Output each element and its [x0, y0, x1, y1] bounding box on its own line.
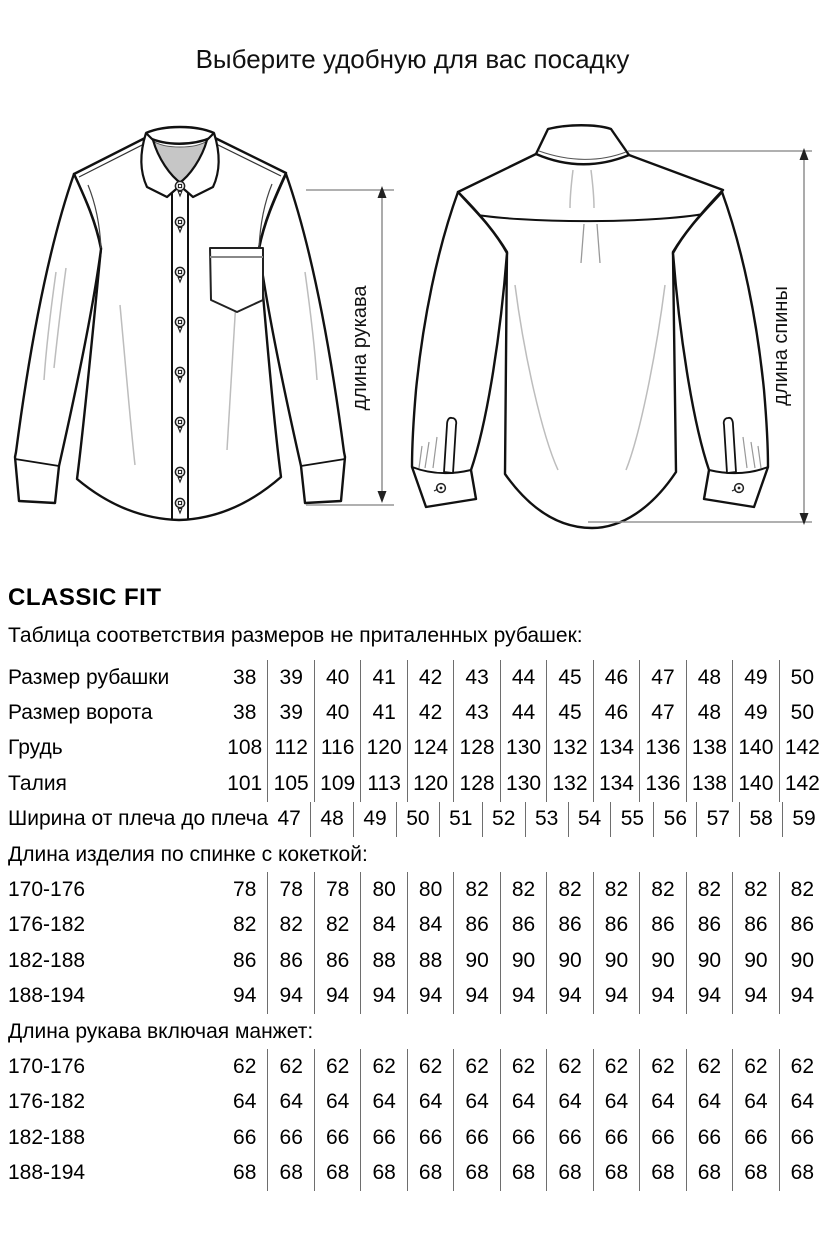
- table-cell: 86: [686, 908, 732, 943]
- table-cell: 90: [453, 943, 499, 978]
- table-cell: 68: [546, 1155, 592, 1190]
- table-cell: 101: [227, 771, 263, 795]
- table-cell: 57: [696, 802, 739, 837]
- row-label: 176-182: [8, 1090, 86, 1114]
- table-cell: 53: [525, 802, 568, 837]
- table-cell: 58: [739, 802, 782, 837]
- table-cell: 68: [779, 1155, 825, 1190]
- table-row: [0, 908, 825, 943]
- table-cell: 90: [686, 943, 732, 978]
- table-subtitle: Таблица соответствия размеров не приталенных рубашек:: [8, 624, 583, 647]
- table-cell: 86: [233, 948, 257, 972]
- table-cell: 68: [732, 1155, 778, 1190]
- table-cell: 47: [639, 695, 685, 730]
- table-cell: 64: [593, 1085, 639, 1120]
- table-cell: 116: [314, 731, 360, 766]
- table-cell: 41: [360, 695, 406, 730]
- table-cell: 46: [593, 660, 639, 695]
- group-heading-label: Длина рукава включая манжет:: [8, 1019, 314, 1043]
- table-cell: 62: [233, 1054, 257, 1078]
- table-cell: 94: [314, 979, 360, 1014]
- arrow-up-icon: [378, 186, 387, 198]
- table-cell: 62: [360, 1049, 406, 1084]
- row-label: Размер рубашки: [8, 665, 170, 689]
- table-row: [0, 872, 825, 907]
- table-row: [0, 802, 825, 837]
- collar-band-top: [146, 127, 214, 133]
- table-cell: 49: [732, 660, 778, 695]
- table-cell: 68: [453, 1155, 499, 1190]
- table-cell: 66: [453, 1120, 499, 1155]
- table-cell: 140: [732, 766, 778, 801]
- table-cell: 47: [639, 660, 685, 695]
- row-label: Талия: [8, 771, 67, 795]
- page-title: Выберите удобную для вас посадку: [195, 44, 630, 74]
- table-cell: 90: [639, 943, 685, 978]
- table-cell: 64: [314, 1085, 360, 1120]
- table-row: [0, 979, 825, 1014]
- table-cell: 62: [686, 1049, 732, 1084]
- table-cell: 56: [653, 802, 696, 837]
- table-row: [0, 766, 825, 801]
- table-cell: 88: [360, 943, 406, 978]
- table-cell: 86: [546, 908, 592, 943]
- table-cell: 62: [314, 1049, 360, 1084]
- table-cell: 82: [546, 872, 592, 907]
- table-cell: 39: [267, 660, 313, 695]
- table-cell: 86: [639, 908, 685, 943]
- table-cell: 128: [453, 766, 499, 801]
- table-cell: 132: [546, 731, 592, 766]
- table-cell: 66: [593, 1120, 639, 1155]
- table-group-heading-row: [0, 837, 825, 872]
- table-cell: 78: [267, 872, 313, 907]
- table-cell: 82: [500, 872, 546, 907]
- table-cell: 134: [593, 766, 639, 801]
- table-cell: 113: [360, 766, 406, 801]
- row-label: 170-176: [8, 878, 86, 902]
- table-cell: 130: [500, 731, 546, 766]
- table-cell: 94: [360, 979, 406, 1014]
- table-cell: 49: [353, 802, 396, 837]
- table-cell: 78: [233, 878, 257, 902]
- table-cell: 64: [233, 1090, 257, 1114]
- table-cell: 50: [779, 660, 825, 695]
- table-cell: 136: [639, 731, 685, 766]
- table-cell: 134: [593, 731, 639, 766]
- table-group-heading-row: [0, 1014, 825, 1049]
- size-guide-page: [0, 44, 825, 1191]
- table-cell: 94: [779, 979, 825, 1014]
- table-cell: 90: [500, 943, 546, 978]
- table-cell: 54: [568, 802, 611, 837]
- table-cell: 86: [453, 908, 499, 943]
- table-cell: 48: [686, 660, 732, 695]
- table-cell: 108: [227, 736, 263, 760]
- table-cell: 62: [407, 1049, 453, 1084]
- table-cell: 138: [686, 731, 732, 766]
- table-cell: 51: [439, 802, 482, 837]
- table-cell: 132: [546, 766, 592, 801]
- back-length-label: длина спины: [770, 286, 792, 406]
- arrow-down-icon: [378, 491, 387, 503]
- row-label: 176-182: [8, 913, 86, 937]
- table-cell: 82: [593, 872, 639, 907]
- table-cell: 82: [314, 908, 360, 943]
- table-cell: 142: [779, 731, 825, 766]
- table-cell: 94: [267, 979, 313, 1014]
- table-cell: 68: [360, 1155, 406, 1190]
- arrow-down-icon: [800, 513, 809, 525]
- table-cell: 112: [267, 731, 313, 766]
- table-cell: 55: [610, 802, 653, 837]
- table-cell: 66: [267, 1120, 313, 1155]
- table-cell: 90: [732, 943, 778, 978]
- table-cell: 50: [779, 695, 825, 730]
- table-cell: 66: [314, 1120, 360, 1155]
- table-cell: 46: [593, 695, 639, 730]
- table-cell: 68: [407, 1155, 453, 1190]
- row-label: 170-176: [8, 1054, 86, 1078]
- table-cell: 64: [639, 1085, 685, 1120]
- table-cell: 90: [546, 943, 592, 978]
- row-label: 188-194: [8, 1161, 86, 1185]
- table-cell: 136: [639, 766, 685, 801]
- table-cell: 140: [732, 731, 778, 766]
- table-cell: 45: [546, 695, 592, 730]
- table-cell: 84: [407, 908, 453, 943]
- row-label: 182-188: [8, 1125, 86, 1149]
- size-table: [0, 660, 825, 1191]
- table-cell: 48: [686, 695, 732, 730]
- table-cell: 64: [267, 1085, 313, 1120]
- table-cell: 64: [732, 1085, 778, 1120]
- table-cell: 39: [267, 695, 313, 730]
- table-cell: 82: [779, 872, 825, 907]
- shirt-diagrams: [0, 120, 825, 540]
- table-cell: 47: [277, 807, 301, 831]
- table-cell: 48: [310, 802, 353, 837]
- table-cell: 62: [639, 1049, 685, 1084]
- table-cell: 86: [779, 908, 825, 943]
- table-cell: 38: [233, 665, 257, 689]
- table-cell: 66: [500, 1120, 546, 1155]
- table-cell: 94: [732, 979, 778, 1014]
- row-label: 182-188: [8, 948, 86, 972]
- row-label: 188-194: [8, 984, 86, 1008]
- table-cell: 62: [453, 1049, 499, 1084]
- table-cell: 94: [453, 979, 499, 1014]
- table-cell: 66: [407, 1120, 453, 1155]
- table-cell: 66: [779, 1120, 825, 1155]
- table-row: [0, 943, 825, 978]
- table-cell: 62: [732, 1049, 778, 1084]
- table-cell: 64: [360, 1085, 406, 1120]
- table-cell: 80: [360, 872, 406, 907]
- table-cell: 94: [233, 984, 257, 1008]
- table-cell: 120: [407, 766, 453, 801]
- table-cell: 44: [500, 695, 546, 730]
- table-cell: 142: [779, 766, 825, 801]
- table-cell: 128: [453, 731, 499, 766]
- back-collar-band: [536, 125, 629, 164]
- table-cell: 64: [779, 1085, 825, 1120]
- table-cell: 40: [314, 660, 360, 695]
- table-cell: 82: [732, 872, 778, 907]
- table-cell: 86: [593, 908, 639, 943]
- table-cell: 66: [686, 1120, 732, 1155]
- shirt-front-drawing: [15, 127, 345, 520]
- table-cell: 90: [779, 943, 825, 978]
- table-cell: 62: [779, 1049, 825, 1084]
- table-cell: 42: [407, 660, 453, 695]
- table-cell: 59: [782, 802, 825, 837]
- table-cell: 82: [233, 913, 257, 937]
- table-cell: 68: [314, 1155, 360, 1190]
- table-cell: 62: [593, 1049, 639, 1084]
- table-row: [0, 731, 825, 766]
- table-row: [0, 1049, 825, 1084]
- table-cell: 64: [453, 1085, 499, 1120]
- table-cell: 78: [314, 872, 360, 907]
- table-cell: 68: [686, 1155, 732, 1190]
- table-cell: 82: [453, 872, 499, 907]
- table-cell: 82: [639, 872, 685, 907]
- table-cell: 50: [396, 802, 439, 837]
- table-row: [0, 1085, 825, 1120]
- table-cell: 66: [639, 1120, 685, 1155]
- table-cell: 68: [593, 1155, 639, 1190]
- group-heading-label: Длина изделия по спинке с кокеткой:: [8, 842, 368, 866]
- table-cell: 41: [360, 660, 406, 695]
- table-cell: 105: [267, 766, 313, 801]
- table-cell: 43: [453, 695, 499, 730]
- table-cell: 94: [407, 979, 453, 1014]
- table-cell: 49: [732, 695, 778, 730]
- table-cell: 42: [407, 695, 453, 730]
- table-cell: 62: [546, 1049, 592, 1084]
- table-cell: 66: [360, 1120, 406, 1155]
- table-cell: 109: [314, 766, 360, 801]
- table-cell: 45: [546, 660, 592, 695]
- table-cell: 62: [500, 1049, 546, 1084]
- table-cell: 86: [267, 943, 313, 978]
- table-cell: 86: [500, 908, 546, 943]
- table-cell: 52: [482, 802, 525, 837]
- table-cell: 84: [360, 908, 406, 943]
- table-row: [0, 1120, 825, 1155]
- table-cell: 88: [407, 943, 453, 978]
- table-cell: 138: [686, 766, 732, 801]
- table-cell: 82: [686, 872, 732, 907]
- table-cell: 68: [267, 1155, 313, 1190]
- table-cell: 66: [546, 1120, 592, 1155]
- table-row: [0, 660, 825, 695]
- table-cell: 94: [686, 979, 732, 1014]
- table-cell: 66: [233, 1125, 257, 1149]
- table-cell: 130: [500, 766, 546, 801]
- table-cell: 40: [314, 695, 360, 730]
- table-cell: 64: [546, 1085, 592, 1120]
- table-row: [0, 695, 825, 730]
- table-cell: 120: [360, 731, 406, 766]
- sleeve-length-label: длина рукава: [349, 285, 371, 411]
- table-cell: 38: [233, 701, 257, 725]
- table-cell: 62: [267, 1049, 313, 1084]
- table-cell: 43: [453, 660, 499, 695]
- row-label: Размер ворота: [8, 701, 153, 725]
- arrow-up-icon: [800, 148, 809, 160]
- table-cell: 44: [500, 660, 546, 695]
- table-cell: 94: [546, 979, 592, 1014]
- table-cell: 124: [407, 731, 453, 766]
- table-cell: 94: [500, 979, 546, 1014]
- fit-heading: CLASSIC FIT: [8, 584, 162, 611]
- table-row: [0, 1155, 825, 1190]
- row-label: Ширина от плеча до плеча: [8, 807, 269, 831]
- table-cell: 64: [686, 1085, 732, 1120]
- table-cell: 68: [639, 1155, 685, 1190]
- table-cell: 68: [500, 1155, 546, 1190]
- table-cell: 86: [314, 943, 360, 978]
- table-cell: 82: [267, 908, 313, 943]
- table-cell: 68: [233, 1161, 257, 1185]
- table-cell: 94: [639, 979, 685, 1014]
- table-cell: 80: [407, 872, 453, 907]
- row-label: Грудь: [8, 736, 63, 760]
- table-cell: 86: [732, 908, 778, 943]
- table-cell: 64: [500, 1085, 546, 1120]
- table-cell: 64: [407, 1085, 453, 1120]
- shirt-back-drawing: [412, 125, 768, 528]
- table-cell: 66: [732, 1120, 778, 1155]
- table-cell: 94: [593, 979, 639, 1014]
- table-cell: 90: [593, 943, 639, 978]
